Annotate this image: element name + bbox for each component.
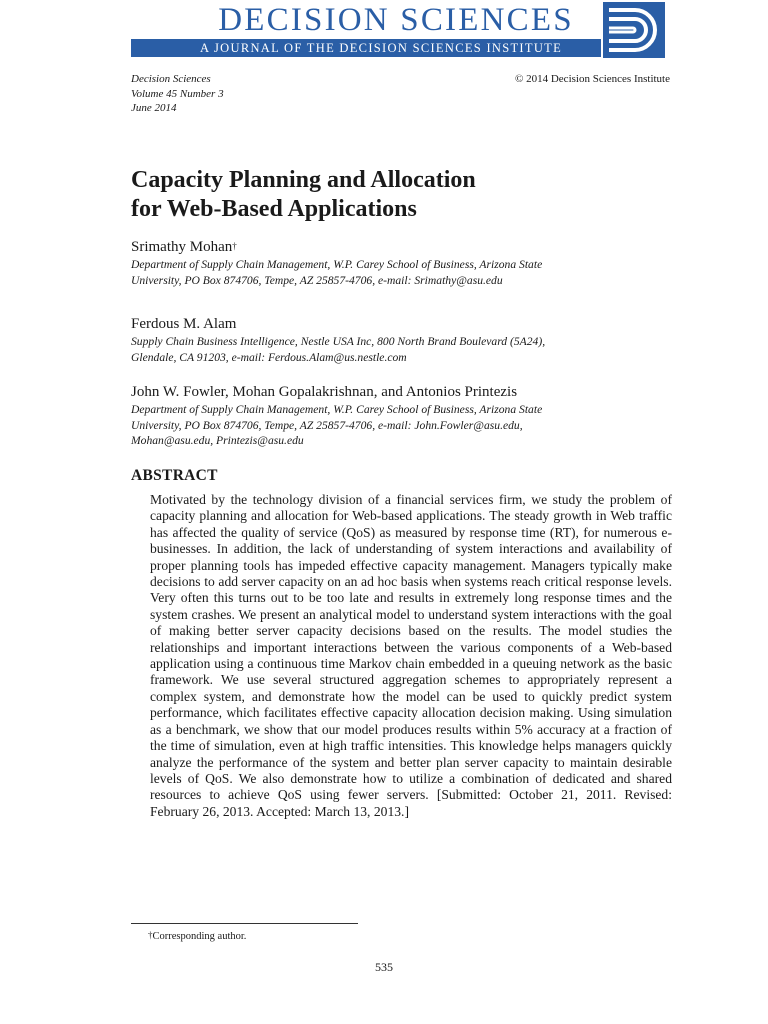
journal-title: DECISION SCIENCES bbox=[218, 2, 574, 38]
abstract-text: Motivated by the technology division of a financial services firm, we study the problem of capacity planning and allocation for Web-based applications. The steady growth in Web traffic has affected the quality of service (QoS) as measured by response time (RT), for numerous e-businesses. In addition, the lack of understanding of system interactions and availability of proper planning tools has impeded effective capacity management. Managers typically make decisions to add server capacity on an ad hoc basis when systems reach critical response levels. Very often this turns out to be too late and results in extremely long response times and the system crashes. We present an analytical model to understand system interactions with the goal of making better server capacity decisions based on the results. The model studies the relationships and important interactions between the various components of a Web-based application using a continuous time Markov chain embedded in a queuing network as the basic framework. We use several structured aggregation schemes to appropriately represent a complex system, and demonstrate how the model can be used to quickly predict system performance, which facilitates effective capacity allocation decision making. Using simulation as a benchmark, we show that our model produces results within 5% accuracy at a fraction of the time of simulation, even at high traffic intensities. This knowledge helps managers quickly analyze the performance of the system and better plan server capacity to maintain desirable levels of QoS. We also demonstrate how to utilize a combination of dedicated and shared resources to achieve QoS using fewer servers. [Submitted: October 21, 2011. Revised: February 26, 2013. Accepted: March 13, 2013.] bbox=[150, 492, 672, 819]
volume-number: Volume 45 Number 3 bbox=[131, 87, 224, 100]
author-block-2 bbox=[131, 315, 651, 365]
journal-subtitle: A JOURNAL OF THE DECISION SCIENCES INSTITUTE bbox=[199, 41, 563, 55]
journal-masthead bbox=[131, 0, 671, 58]
paper-title bbox=[131, 166, 651, 224]
affiliation-line: Department of Supply Chain Management, W.P. Carey School of Business, Arizona State bbox=[131, 403, 543, 416]
issue-info bbox=[131, 72, 224, 116]
journal-subtitle-bar bbox=[131, 39, 601, 57]
footnote-mark: † bbox=[148, 930, 153, 940]
author-names: John W. Fowler, Mohan Gopalakrishnan, and Antonios Printezis bbox=[131, 384, 518, 400]
footnote-text: Corresponding author. bbox=[152, 931, 247, 942]
author-name: Srimathy Mohan bbox=[131, 239, 233, 255]
author-affiliation bbox=[131, 257, 651, 288]
issue-date: June 2014 bbox=[131, 102, 177, 114]
author-block-3 bbox=[131, 383, 651, 449]
footnote-rule bbox=[131, 923, 358, 924]
copyright-notice: © 2014 Decision Sciences Institute bbox=[515, 73, 670, 85]
author-affiliation bbox=[131, 402, 651, 449]
affiliation-line: Department of Supply Chain Management, W.P. Carey School of Business, Arizona State bbox=[131, 258, 543, 271]
journal-name: Decision Sciences bbox=[131, 73, 211, 85]
author-names: Ferdous M. Alam bbox=[131, 316, 237, 332]
affiliation-line: Mohan@asu.edu, Printezis@asu.edu bbox=[131, 434, 304, 447]
affiliation-line: Supply Chain Business Intelligence, Nestle USA Inc, 800 North Brand Boulevard (5A24), bbox=[131, 335, 546, 348]
affiliation-line: University, PO Box 874706, Tempe, AZ 25857-4706, e-mail: John.Fowler@asu.edu, bbox=[131, 418, 523, 432]
author-block-1 bbox=[131, 238, 651, 288]
title-line-1: Capacity Planning and Allocation bbox=[131, 167, 476, 193]
corresponding-mark: † bbox=[232, 241, 237, 251]
page-number: 535 bbox=[375, 960, 393, 974]
author-names bbox=[131, 238, 651, 257]
abstract-heading: ABSTRACT bbox=[131, 467, 218, 484]
footnote bbox=[148, 931, 246, 942]
affiliation-line: Glendale, CA 91203, e-mail: Ferdous.Alam@us.nestle.com bbox=[131, 350, 407, 364]
title-line-2: for Web-Based Applications bbox=[131, 196, 417, 222]
journal-logo-icon bbox=[603, 2, 665, 58]
affiliation-line: University, PO Box 874706, Tempe, AZ 25857-4706, e-mail: Srimathy@asu.edu bbox=[131, 273, 503, 287]
author-affiliation bbox=[131, 334, 651, 365]
